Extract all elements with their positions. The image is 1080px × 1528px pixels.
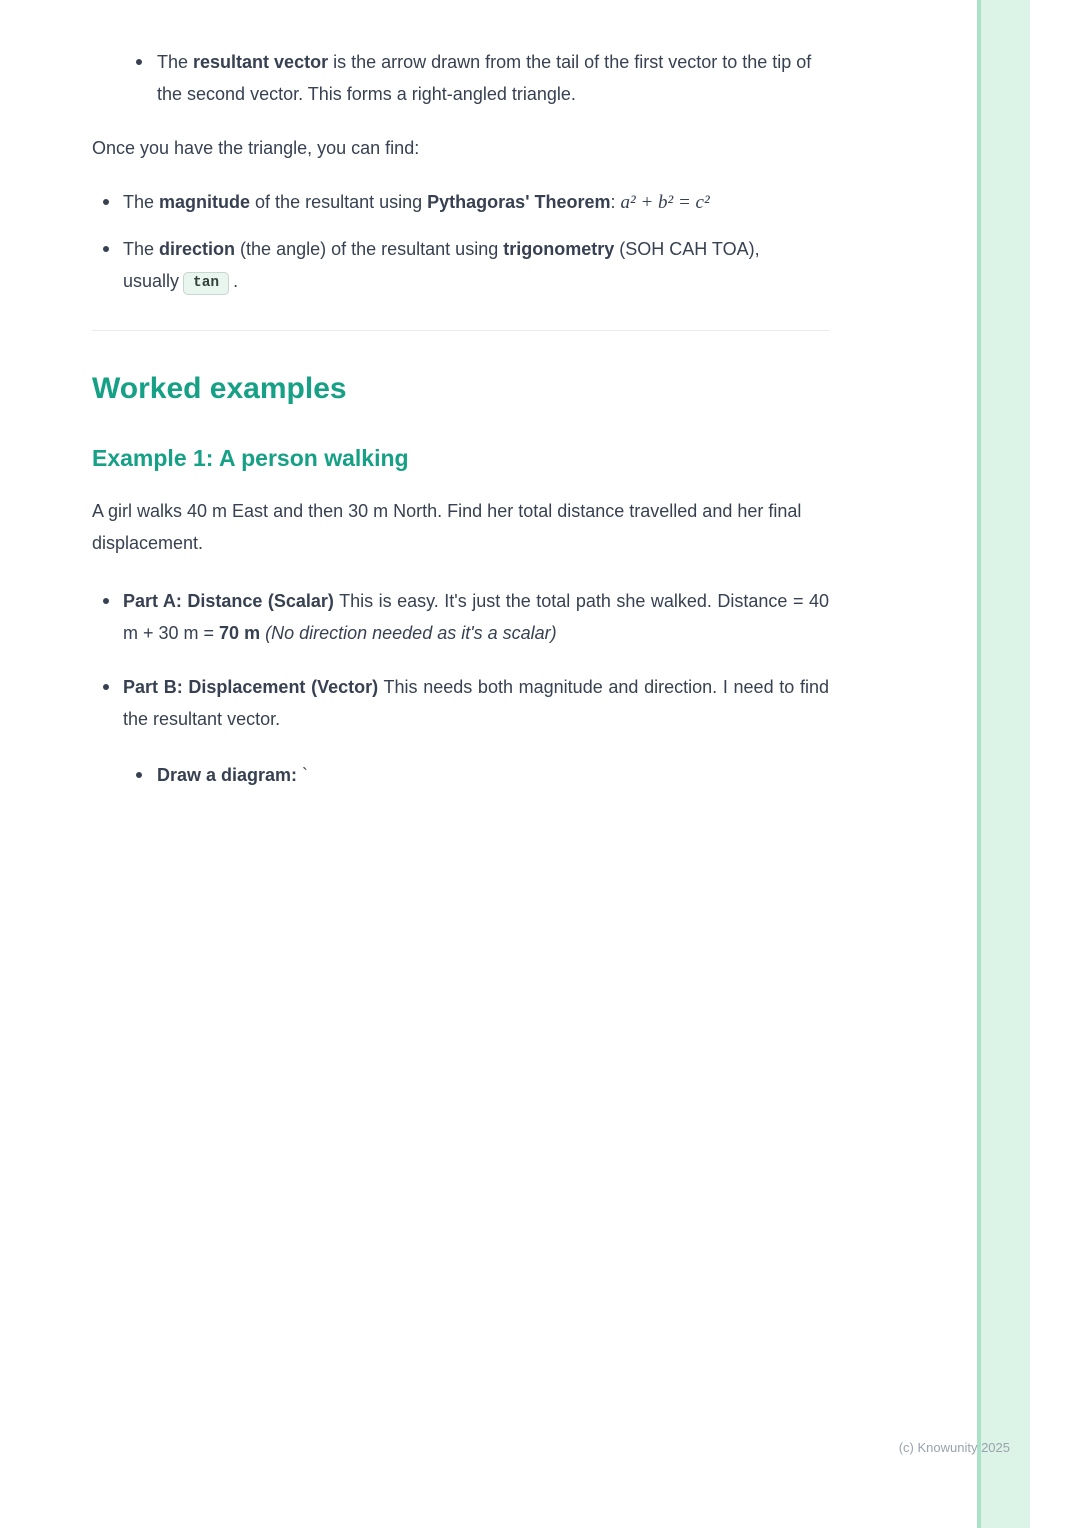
italic-run: (No direction needed as it's a scalar) <box>265 623 557 643</box>
text-run: This needs both magnitude and direction. I need to find the resultant vector. <box>123 677 829 729</box>
text-run: The <box>123 239 160 259</box>
text-run: The <box>157 52 194 72</box>
find-list <box>92 186 829 300</box>
bold-run: Part B: Displacement (Vector) <box>123 677 379 697</box>
draw-diagram-item <box>123 759 829 791</box>
text-run: . <box>233 271 239 291</box>
pythagoras-formula: a² + b² = c² <box>620 192 710 213</box>
bold-run: magnitude <box>159 192 251 212</box>
copyright-footer: (c) Knowunity 2025 <box>898 1440 1010 1455</box>
text-run: The <box>123 192 160 212</box>
resultant-vector-item <box>92 46 829 110</box>
find-intro-paragraph: Once you have the triangle, you can find: <box>92 138 420 158</box>
notes-content <box>92 46 829 791</box>
bold-run: resultant vector <box>193 52 329 72</box>
part-b-sublist <box>123 759 829 791</box>
magnitude-item <box>92 186 829 219</box>
bold-run: Part A: Distance (Scalar) <box>123 591 334 611</box>
direction-item <box>92 233 829 300</box>
part-a-item <box>92 585 829 649</box>
example1-solution-list <box>92 585 829 791</box>
example1-heading: Example 1: A person walking <box>92 445 409 471</box>
text-run: ` <box>297 765 309 785</box>
text-run: of the resultant using <box>250 192 428 212</box>
text-run: (SOH CAH TOA), usually <box>123 239 760 291</box>
bold-run: 70 m <box>219 623 261 643</box>
bold-run: Pythagoras' Theorem <box>427 192 611 212</box>
tan-code-chip: tan <box>183 272 229 295</box>
text-run: : <box>610 192 621 212</box>
text-run: (the angle) of the resultant using <box>235 239 504 259</box>
right-accent-stripe <box>977 0 1030 1528</box>
text-run: is the arrow drawn from the tail of the first vector to the tip of the second vector. This forms a right-angled triangle. <box>157 52 812 104</box>
worked-examples-heading: Worked examples <box>92 372 347 405</box>
text-run: This is easy. It's just the total path she walked. Distance = 40 m + 30 m = <box>123 591 829 643</box>
resultant-vector-list <box>92 46 829 110</box>
example1-problem: A girl walks 40 m East and then 30 m North. Find her total distance travelled and her final displacement. <box>92 501 802 553</box>
bold-run: Draw a diagram: <box>157 765 298 785</box>
bold-run: trigonometry <box>503 239 615 259</box>
section-divider <box>92 330 829 331</box>
bold-run: direction <box>159 239 236 259</box>
part-b-item <box>92 671 829 791</box>
